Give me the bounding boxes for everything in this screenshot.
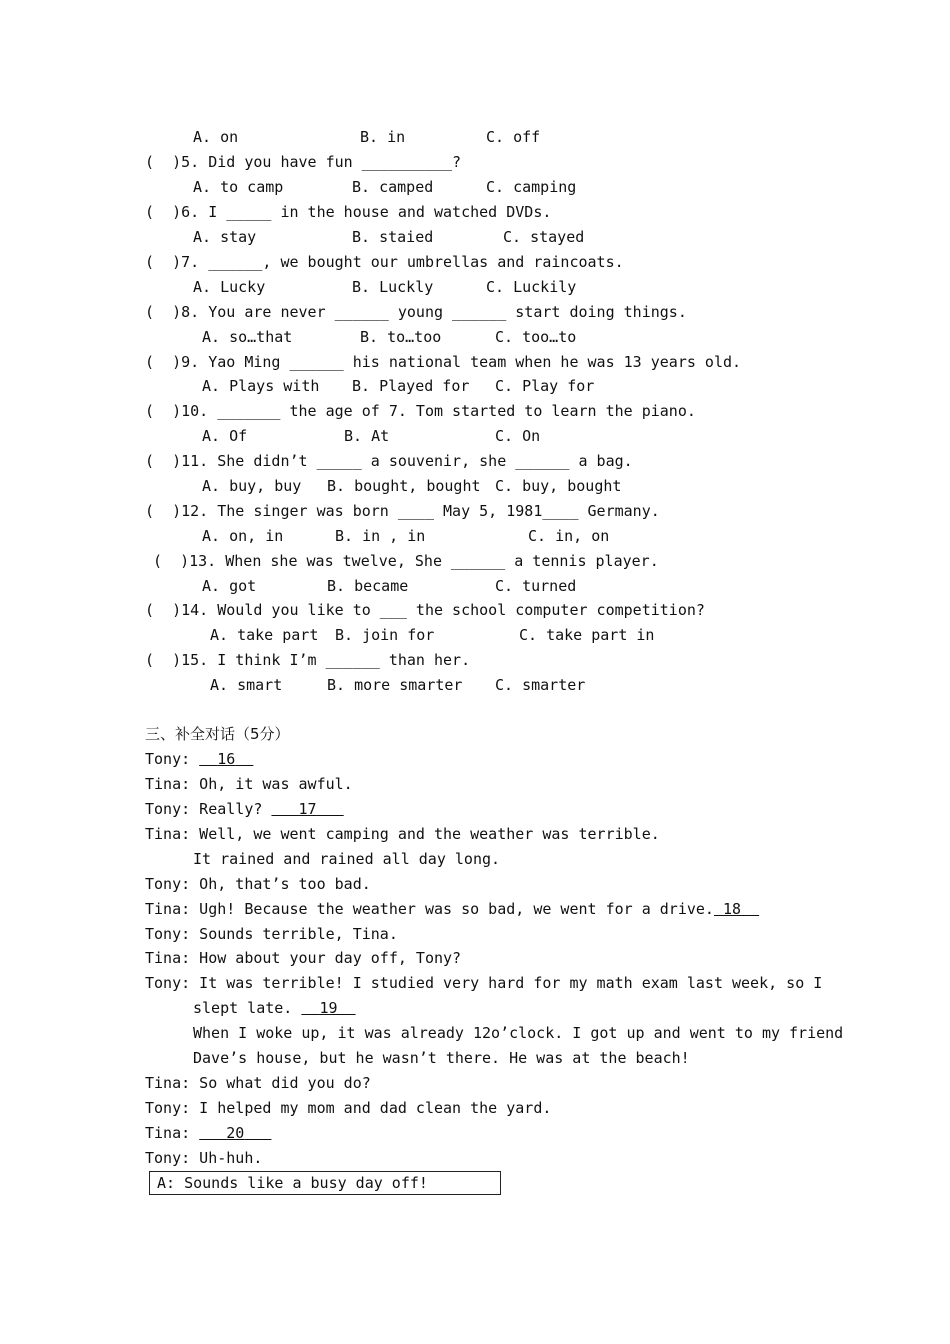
- speaker: Tina:: [145, 1124, 191, 1142]
- q11-option-c: C. buy, bought: [495, 477, 622, 495]
- q8-option-b: B. to…too: [360, 328, 442, 346]
- q9-option-a: A. Plays with: [202, 377, 320, 395]
- q8-stem: ( )8. You are never ______ young ______ start doing things.: [145, 303, 687, 321]
- q7-stem: ( )7. ______, we bought our umbrellas and raincoats.: [145, 253, 624, 271]
- dialogue-line: When I woke up, it was already 12o’clock. I got up and went to my friend: [193, 1024, 844, 1042]
- dialogue-line: Tony: Uh-huh.: [145, 1149, 263, 1167]
- dialogue-text: slept late.: [193, 999, 293, 1017]
- q14-option-b: B. join for: [335, 626, 435, 644]
- q13-option-c: C. turned: [495, 577, 577, 595]
- dialogue-line: Tina: How about your day off, Tony?: [145, 949, 462, 967]
- dialogue-line: Tina: Oh, it was awful.: [145, 775, 353, 793]
- dialogue-line: Dave’s house, but he wasn’t there. He was at the beach!: [193, 1049, 690, 1067]
- q7-option-a: A. Lucky: [193, 278, 266, 296]
- q9-stem: ( )9. Yao Ming ______ his national team when he was 13 years old.: [145, 353, 742, 371]
- dialogue-line: It rained and rained all day long.: [193, 850, 501, 868]
- options-box: [149, 1171, 501, 1195]
- q10-option-c: C. On: [495, 427, 541, 445]
- q11-stem: ( )11. She didn’t _____ a souvenir, she ______ a bag.: [145, 452, 633, 470]
- q9-option-c: C. Play for: [495, 377, 595, 395]
- dialogue-text: Tony: Really?: [145, 800, 263, 818]
- q11-option-a: A. buy, buy: [202, 477, 302, 495]
- dialogue-line: [145, 749, 253, 769]
- speaker: Tony:: [145, 750, 191, 768]
- q12-option-c: C. in, on: [528, 527, 610, 545]
- q13-option-b: B. became: [327, 577, 409, 595]
- q14-option-c: C. take part in: [519, 626, 655, 644]
- dialogue-text: Tina: Ugh! Because the weather was so bad, we went for a drive.: [145, 900, 714, 918]
- q7-option-b: B. Luckly: [352, 278, 434, 296]
- q8-option-a: A. so…that: [202, 328, 293, 346]
- q10-option-a: A. Of: [202, 427, 248, 445]
- dialogue-line: [145, 799, 344, 819]
- q10-option-b: B. At: [344, 427, 390, 445]
- q15-option-a: A. smart: [210, 676, 283, 694]
- q5-option-a: A. to camp: [193, 178, 284, 196]
- blank-17: 17: [298, 800, 317, 818]
- q9-option-b: B. Played for: [352, 377, 470, 395]
- q11-option-b: B. bought, bought: [327, 477, 481, 495]
- q12-stem: ( )12. The singer was born ____ May 5, 1981____ Germany.: [145, 502, 660, 520]
- q4-option-a: A. on: [193, 128, 239, 146]
- q10-stem: ( )10. _______ the age of 7. Tom started to learn the piano.: [145, 402, 696, 420]
- blank-20: 20: [226, 1124, 245, 1142]
- dialogue-line: Tony: Oh, that’s too bad.: [145, 875, 371, 893]
- dialogue-line: Tina: So what did you do?: [145, 1074, 371, 1092]
- q15-option-b: B. more smarter: [327, 676, 463, 694]
- q5-option-c: C. camping: [486, 178, 577, 196]
- q14-option-a: A. take part: [210, 626, 319, 644]
- q13-option-a: A. got: [202, 577, 257, 595]
- q6-option-c: C. stayed: [503, 228, 585, 246]
- option-a: A: Sounds like a busy day off!: [157, 1174, 428, 1192]
- q15-option-c: C. smarter: [495, 676, 586, 694]
- dialogue-line: Tina: Well, we went camping and the weather was terrible.: [145, 825, 660, 843]
- q15-stem: ( )15. I think I’m ______ than her.: [145, 651, 471, 669]
- dialogue-line: [193, 998, 356, 1018]
- q12-option-a: A. on, in: [202, 527, 284, 545]
- q4-option-b: B. in: [360, 128, 406, 146]
- q12-option-b: B. in , in: [335, 527, 426, 545]
- dialogue-line: [145, 1123, 271, 1143]
- q14-stem: ( )14. Would you like to ___ the school computer competition?: [145, 601, 705, 619]
- section-title: 三、补全对话（5分）: [145, 725, 290, 743]
- blank-19: 19: [319, 999, 338, 1017]
- q8-option-c: C. too…to: [495, 328, 577, 346]
- dialogue-line: Tony: I helped my mom and dad clean the yard.: [145, 1099, 552, 1117]
- q6-stem: ( )6. I _____ in the house and watched DVDs.: [145, 203, 552, 221]
- dialogue-line: Tony: It was terrible! I studied very hard for my math exam last week, so I: [145, 974, 823, 992]
- q6-option-a: A. stay: [193, 228, 257, 246]
- dialogue-line: [145, 899, 759, 919]
- blank-16: 16: [217, 750, 236, 768]
- q7-option-c: C. Luckily: [486, 278, 577, 296]
- q5-option-b: B. camped: [352, 178, 434, 196]
- q13-stem: ( )13. When she was twelve, She ______ a tennis player.: [153, 552, 659, 570]
- q6-option-b: B. staied: [352, 228, 434, 246]
- q5-stem: ( )5. Did you have fun __________?: [145, 153, 462, 171]
- blank-18: 18: [722, 900, 742, 918]
- q4-option-c: C. off: [486, 128, 541, 146]
- dialogue-line: Tony: Sounds terrible, Tina.: [145, 925, 398, 943]
